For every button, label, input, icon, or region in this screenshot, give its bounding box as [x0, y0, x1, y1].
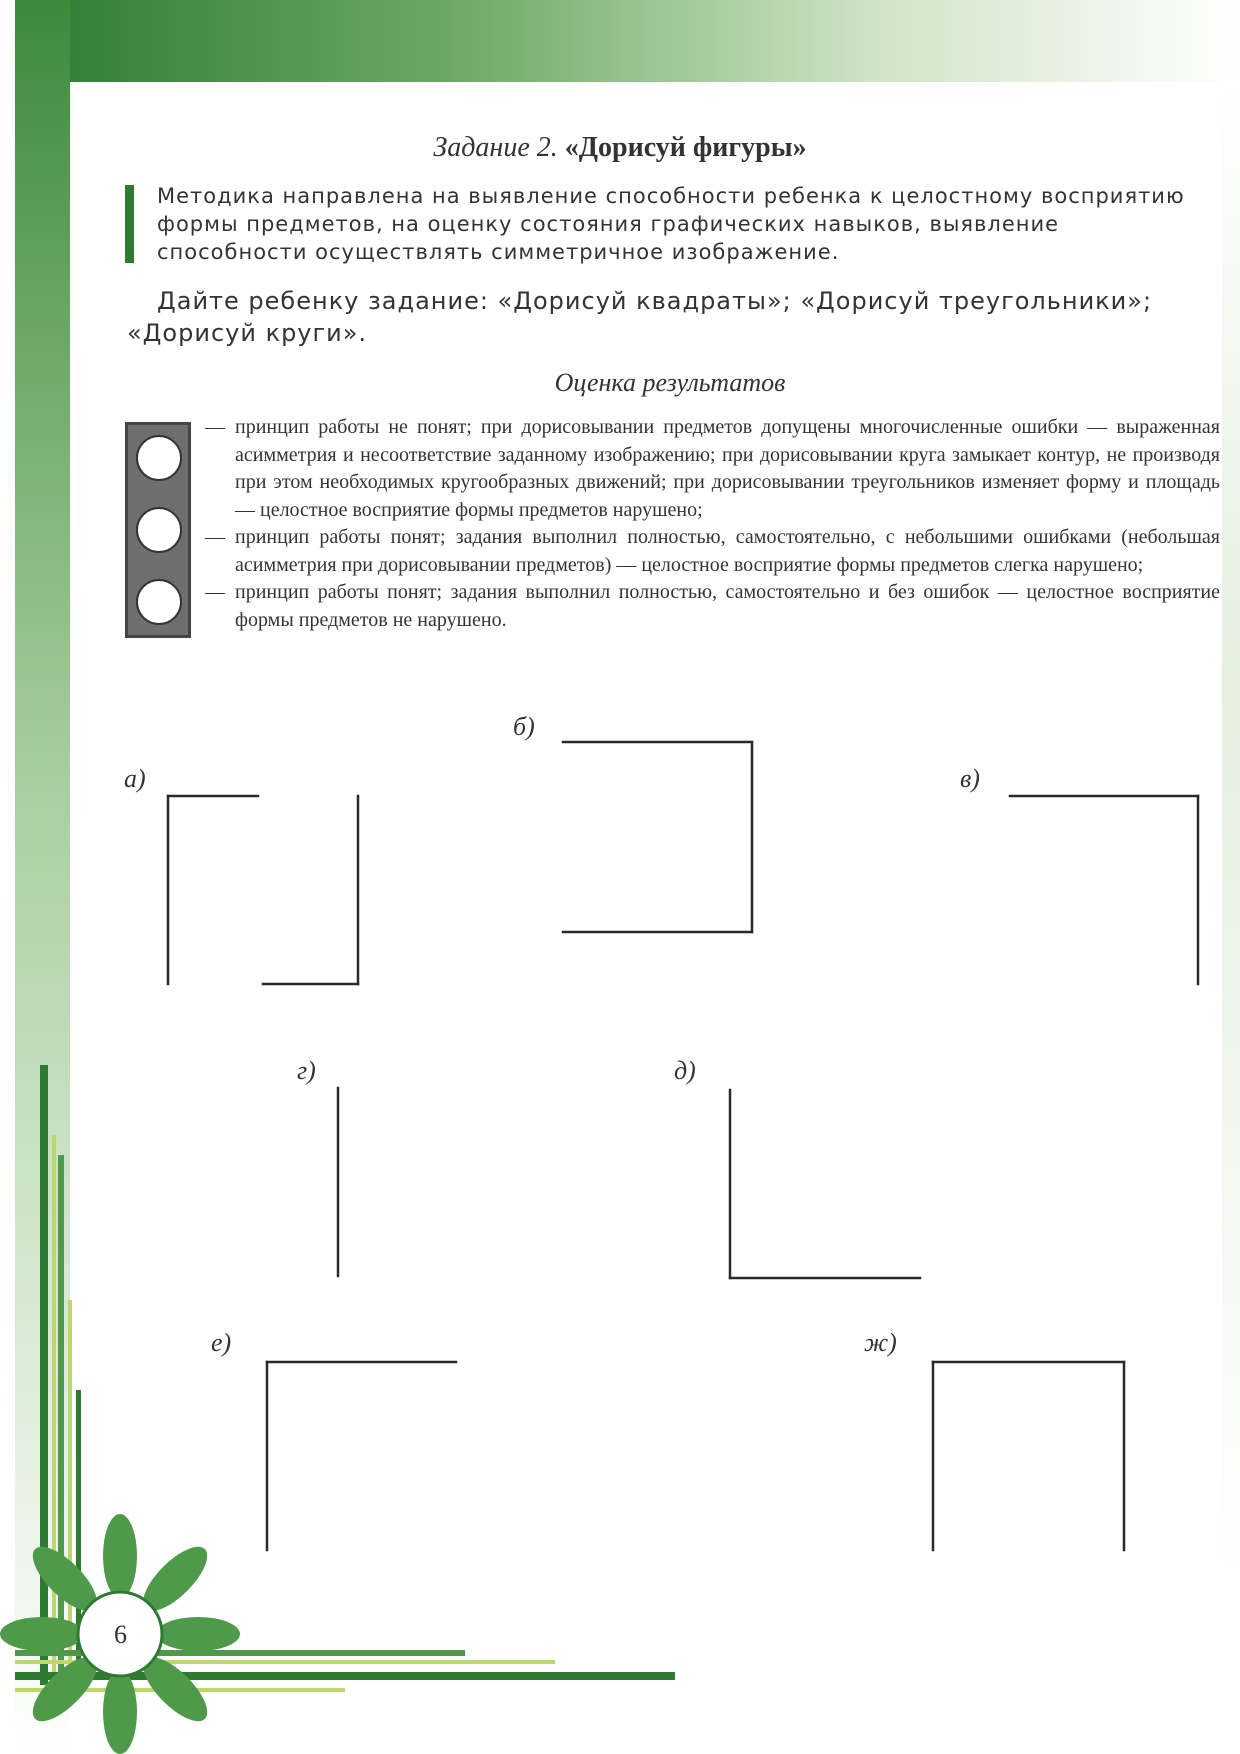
criterion-dash: —	[205, 526, 225, 548]
criterion-text: принцип работы понят; задания выполнил полностью, самостоятельно и без ошибок — целостное восприятие формы предметов не нарушено.	[235, 581, 1220, 631]
figure-d	[730, 1090, 920, 1278]
figure-a-label: а)	[124, 764, 146, 793]
task-title-prefix: Задание 2.	[433, 132, 558, 163]
figure-e	[267, 1362, 456, 1550]
figure-d-label: д)	[674, 1056, 696, 1085]
task-title-name: «Дорисуй фигуры»	[564, 132, 807, 163]
figure-b-label: б)	[513, 712, 535, 741]
figure-zh-label: ж)	[864, 1328, 897, 1357]
figure-zh	[933, 1362, 1124, 1550]
figure-e-label: е)	[211, 1328, 232, 1357]
figure-v-label: в)	[960, 764, 980, 793]
figure-g-label: г)	[297, 1056, 316, 1085]
task-paragraph: Дайте ребенку задание: «Дорисуй квадраты»; «Дорисуй треугольники»; «Дорисуй круги».	[127, 287, 1153, 347]
criterion-text: принцип работы понят; задания выполнил полностью, самостоятельно, с небольшими ошибками (небольшая асимметрия при дорисовывании предметов) — целостное восприятие формы предметов слегка нарушено;	[235, 526, 1220, 576]
intro-paragraph: Методика направлена на выявление способности ребенка к целостному восприятию формы предметов, на оценку состояния графических навыков, выявление способности осуществлять симметричное изображение.	[157, 184, 1185, 264]
figure-b	[563, 742, 752, 932]
figure-v	[1010, 796, 1198, 984]
page-number: 6	[114, 1620, 127, 1649]
criterion-dash: —	[205, 416, 225, 438]
criterion-text: принцип работы не понят; при дорисовывании предметов допущены многочисленные ошибки — выраженная асимметрия и несоответствие заданному изображению; при дорисовывании круга замыкает контур, не производя при этом необходимых кругообразных движений; при дорисовывании треугольников изменяет форму и площадь — целостное восприятие формы предметов нарушено;	[235, 416, 1220, 521]
figure-a	[168, 796, 358, 984]
criterion-dash: —	[205, 581, 225, 603]
section-heading: Оценка результатов	[554, 368, 786, 397]
